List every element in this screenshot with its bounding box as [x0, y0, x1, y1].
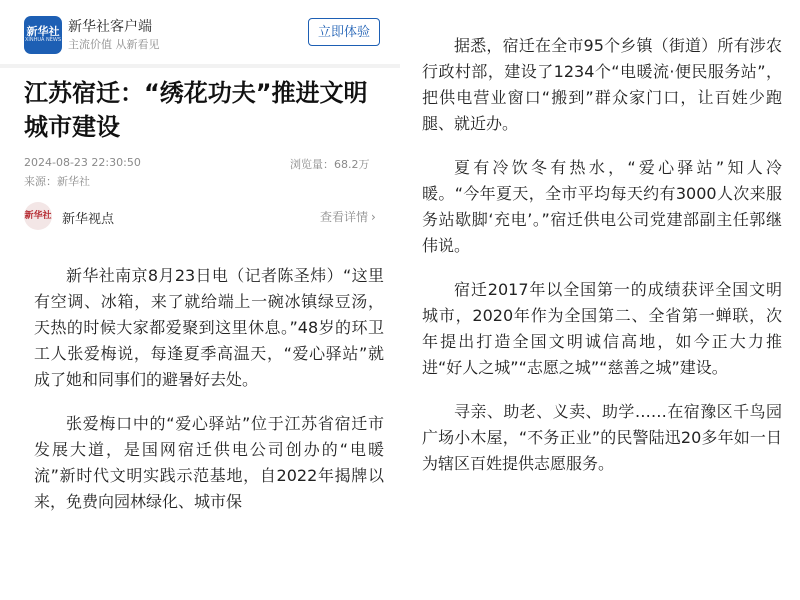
paragraph: 张爱梅口中的“爱心驿站”位于江苏省宿迁市发展大道，是国网宿迁供电公司创办的“电暖流”新时代文明实践示范基地，自2022年揭牌以来，免费向园林绿化、城市保 — [34, 414, 384, 511]
article-title: 江苏宿迁：“绣花功夫”推进文明城市建设 — [24, 79, 368, 141]
app-name: 新华社客户端 — [68, 19, 152, 35]
paragraph: 夏有冷饮冬有热水，“爱心驿站”知人冷暖。“今年夏天，全市平均每天约有3000人次来服务站歇脚‘充电’。”宿迁供电公司党建部副主任郭继伟说。 — [422, 158, 782, 255]
article-source: 来源：新华社 — [24, 175, 90, 188]
paragraph: 寻亲、助老、义卖、助学……在宿豫区千鸟园广场小木屋，“不务正业”的民警陆迅20多年如一日为辖区百姓提供志愿服务。 — [422, 402, 782, 473]
view-details-label: 查看详情 — [320, 210, 369, 224]
publish-time: 2024-08-23 22:30:50 — [24, 156, 141, 169]
article-body-left — [34, 263, 384, 533]
view-details-link[interactable] — [320, 208, 376, 225]
app-slogan: 主流价值 从新看见 — [68, 38, 160, 51]
chevron-right-icon: › — [371, 210, 376, 224]
open-app-button[interactable]: 立即体验 — [308, 18, 380, 46]
logo-subtext: XINHUA NEWS — [24, 37, 62, 44]
paragraph: 新华社南京8月23日电（记者陈圣炜）“这里有空调、冰箱，来了就给端上一碗冰镇绿豆汤，天热的时候大家都爱聚到这里休息。”48岁的环卫工人张爱梅说，每逢夏季高温天，“爱心驿站”就成了她和同事们的避暑好去处。 — [34, 266, 384, 389]
view-count: 浏览量：68.2万 — [290, 158, 370, 171]
channel-avatar: 新华社 — [24, 202, 52, 230]
logo-text: 新华社 — [26, 25, 60, 39]
paragraph: 据悉，宿迁在全市95个乡镇（街道）所有涉农行政村部，建设了1234个“电暖流·便民服务站”，把供电营业窗口“搬到”群众家门口，让百姓少跑腿、就近办。 — [422, 36, 782, 133]
app-download-banner — [16, 12, 386, 58]
channel-row[interactable] — [24, 200, 384, 234]
article-body-right — [422, 33, 782, 495]
right-column — [400, 0, 800, 600]
xinhua-logo — [24, 16, 62, 54]
section-divider — [0, 64, 400, 68]
paragraph: 宿迁2017年以全国第一的成绩获评全国文明城市，2020年作为全国第二、全省第一蝉联，次年提出打造全国文明诚信高地，如今正大力推进“好人之城”“志愿之城”“慈善之城”建设。 — [422, 280, 782, 377]
channel-name: 新华视点 — [62, 212, 115, 227]
